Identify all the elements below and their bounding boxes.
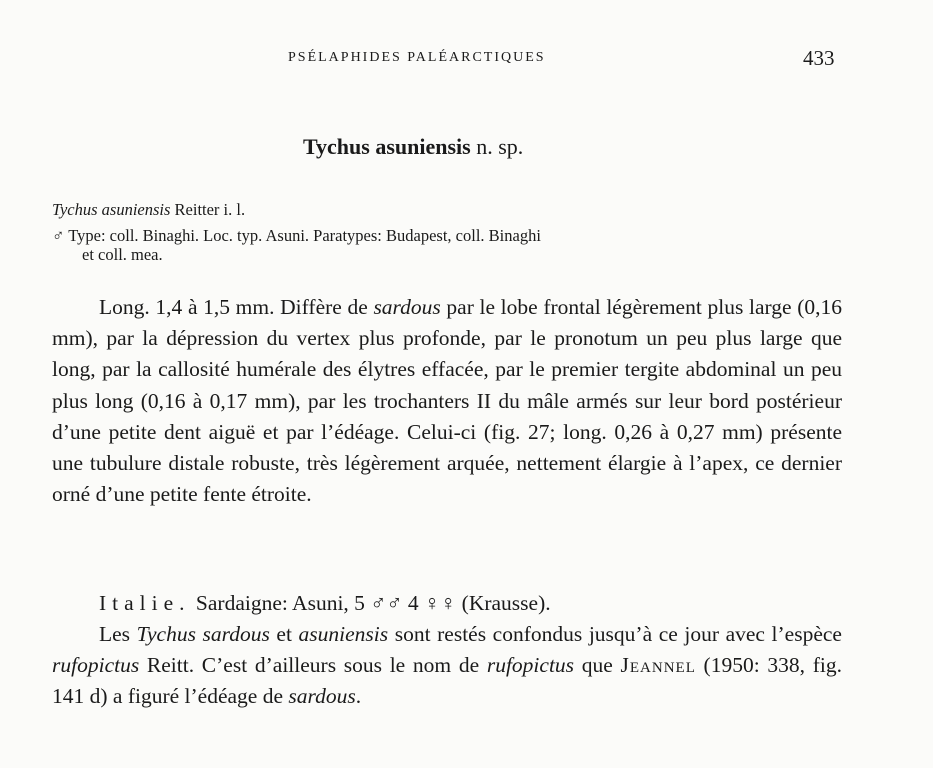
description-text: par le lobe frontal légèrement plus large (0,16 mm), par la dépression du vertex plus profonde, par le pronotum un peu plus large que long, par la callosité humérale des élytres effacée, par le premier tergite abdominal un peu plus long (0,16 à 0,17 mm), par les trochanters II du mâle armés sur leur bord postérieur d’une petite dent aiguë et par l’édéage. Celui-ci (fig. 27; long. 0,26 à 0,27 mm) présente une tubulure distale robuste, très légèrement arquée, nettement élargie à l’apex, ce dernier orné d’une petite fente étroite. [52, 295, 842, 507]
taxon-name: rufopictus [52, 653, 140, 678]
remark-text: que [574, 653, 621, 678]
remark-text: Reitt. C’est d’ailleurs sous le nom de [139, 653, 487, 678]
remark-text: Les [99, 622, 137, 646]
page-number: 433 [803, 46, 835, 70]
synonym-name: Tychus asuniensis [52, 200, 171, 219]
species-heading [303, 134, 523, 160]
taxon-name: rufopictus [486, 653, 575, 678]
author-name: Jeannel [620, 653, 696, 678]
country-name: Italie. [99, 591, 191, 615]
distribution-paragraph [99, 588, 839, 619]
type-material-line: ♂ Type: coll. Binaghi. Loc. typ. Asuni. Paratypes: Budapest, coll. Binaghi [52, 226, 541, 245]
remark-text: (1950: 338, fig. 141 d) a figuré l’édéage de [52, 653, 842, 709]
remark-text: . [355, 684, 362, 709]
taxon-name: sardous [288, 684, 356, 709]
running-head: PSÉLAPHIDES PALÉARCTIQUES [288, 50, 546, 65]
remark-paragraph [52, 619, 842, 713]
taxon-name: asuniensis [298, 622, 389, 646]
description-text: Long. 1,4 à 1,5 mm. Diffère de [99, 295, 374, 319]
synonym-author: Reitter i. l. [174, 200, 246, 219]
taxon-name: Tychus sardous [136, 622, 270, 646]
type-material-continuation: et coll. mea. [82, 245, 163, 264]
remark-text: et [269, 622, 299, 646]
synonymy-line-1 [52, 199, 842, 221]
taxon-name: sardous [373, 295, 441, 319]
locality-text: Sardaigne: Asuni, 5 ♂♂ 4 ♀♀ (Krausse). [190, 591, 551, 615]
remark-text: sont restés confondus jusqu’à ce jour avec l’espèce [388, 622, 842, 646]
description-paragraph [52, 292, 842, 510]
species-status: n. sp. [476, 134, 524, 159]
species-name: Tychus asuniensis [303, 134, 471, 159]
